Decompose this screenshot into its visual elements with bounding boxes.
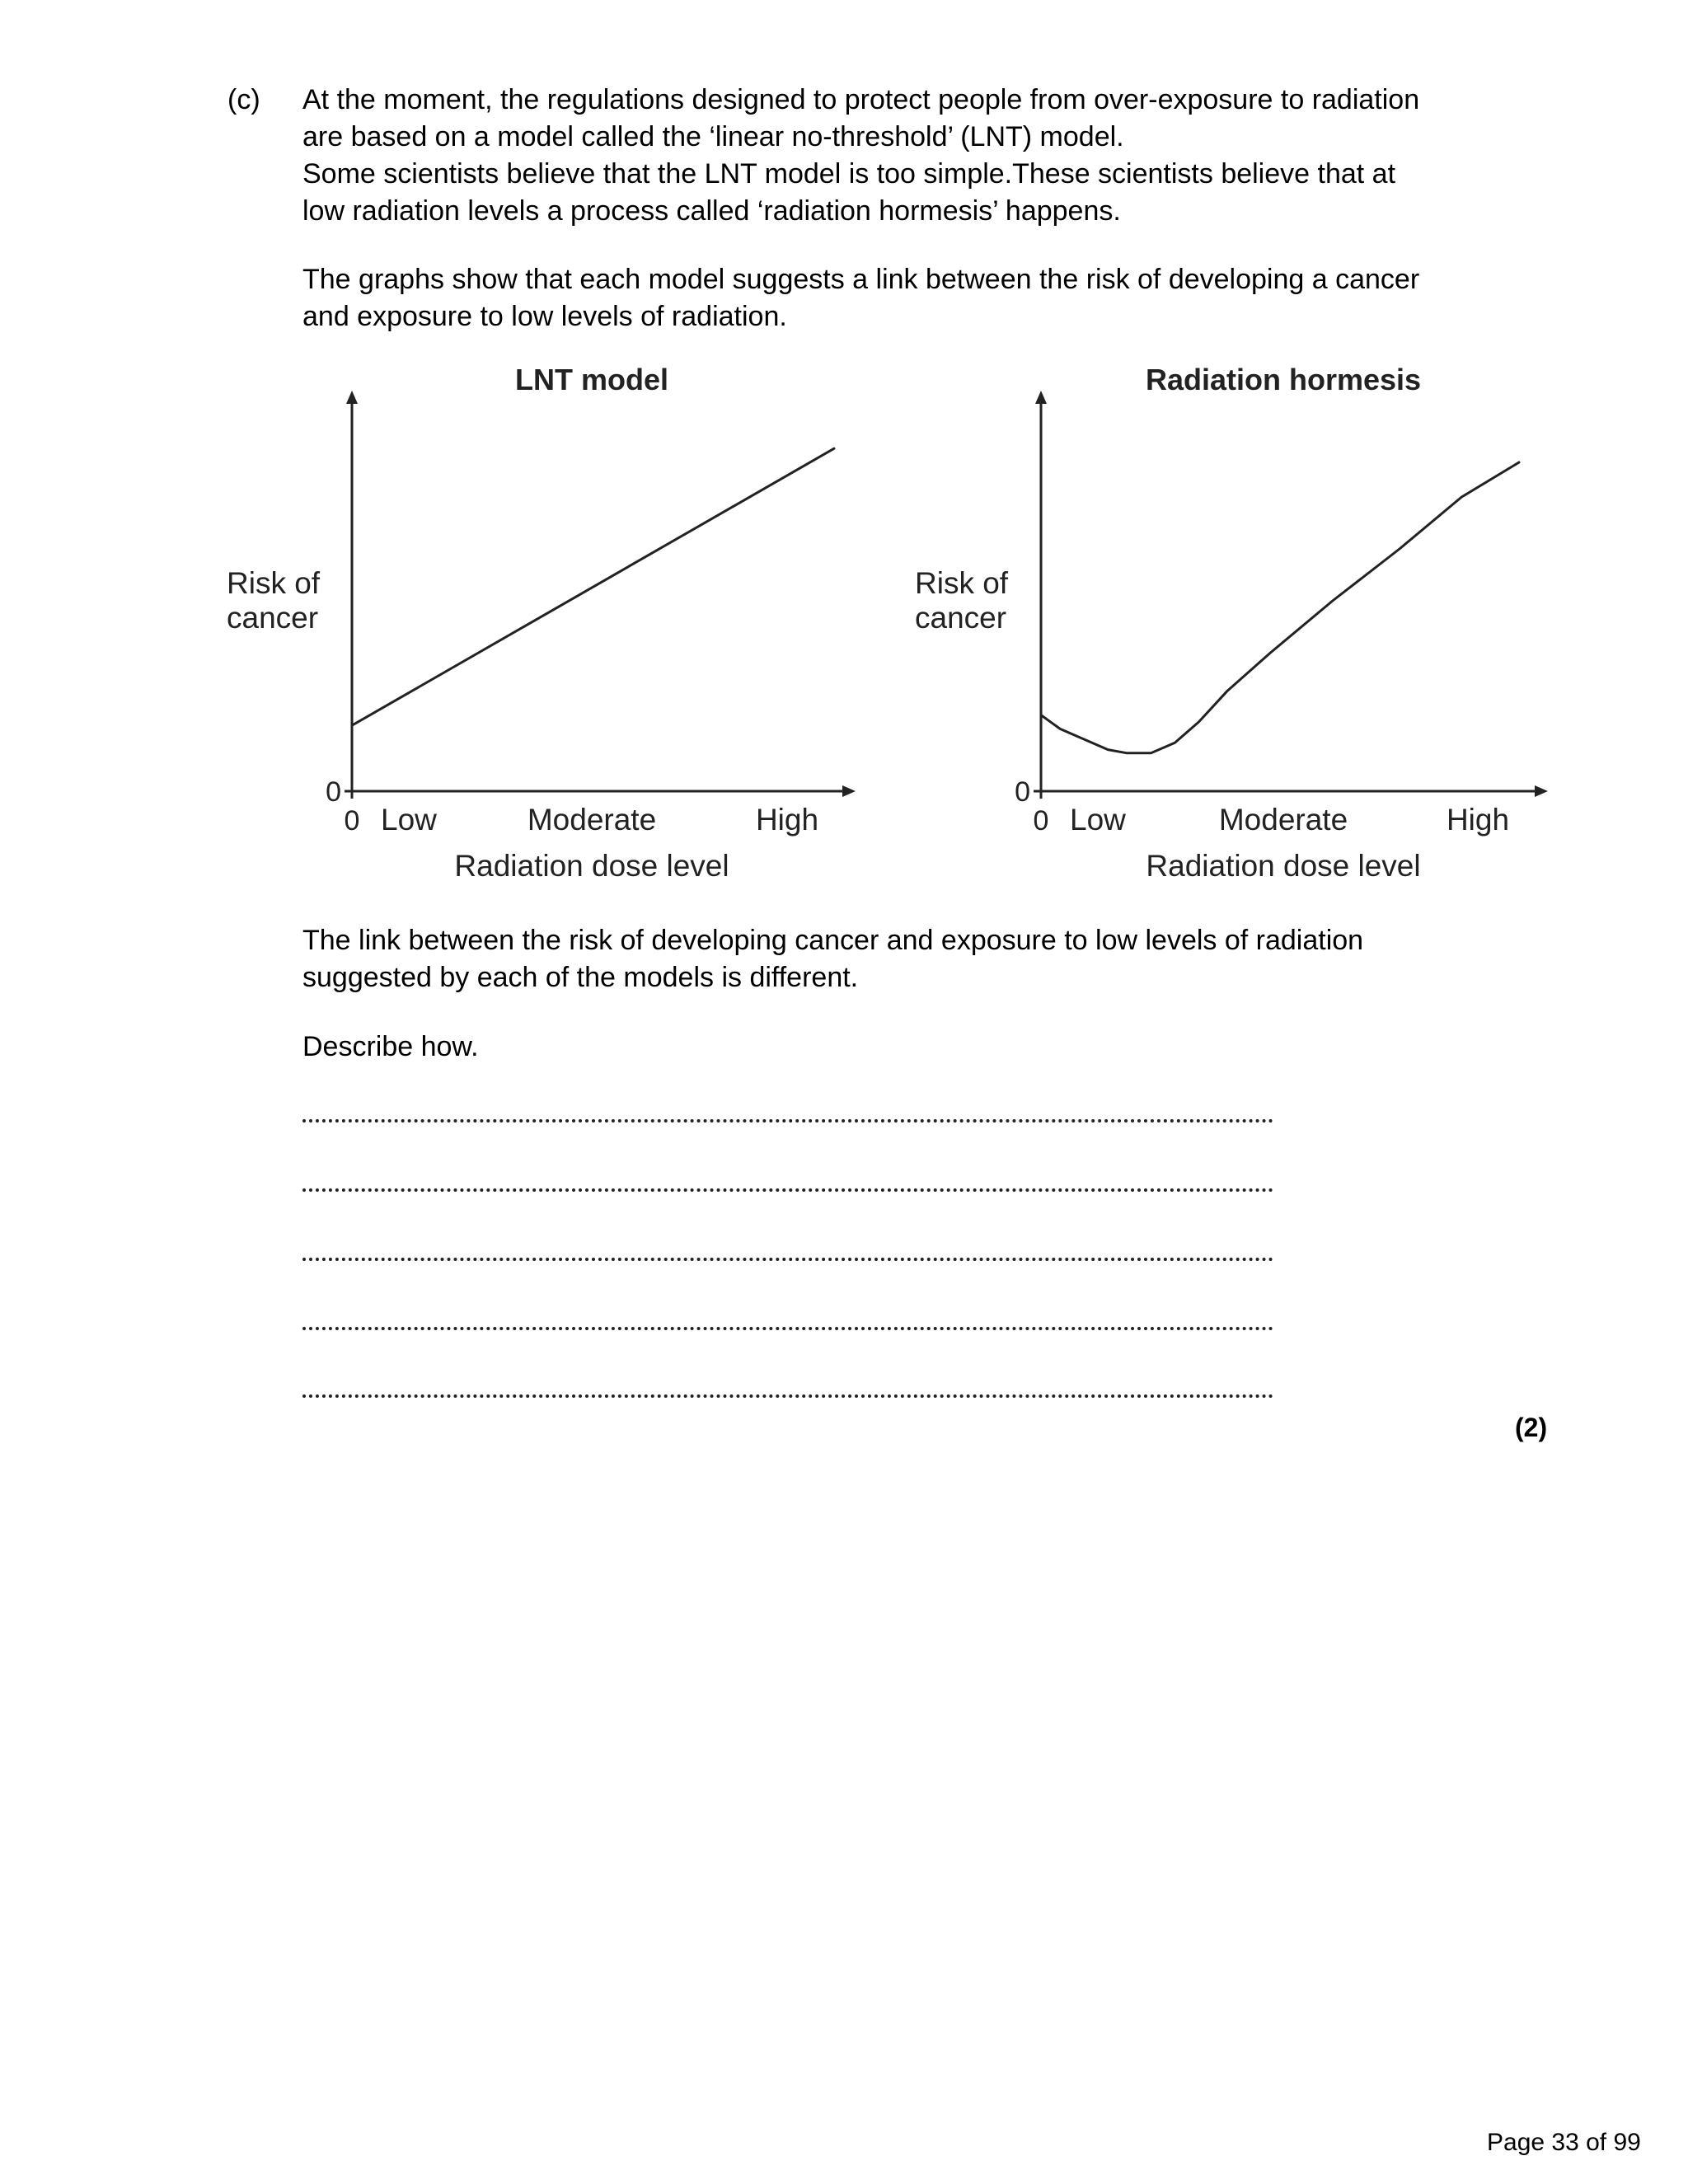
- answer-line[interactable]: [302, 1258, 1273, 1261]
- graphs-intro-line: The graphs show that each model suggests a link between the risk of developing a cancer: [302, 264, 1420, 295]
- y-tick-label: 0: [326, 776, 341, 808]
- y-axis-label: cancer: [227, 601, 319, 635]
- intro-line: low radiation levels a process called ‘radiation hormesis’ happens.: [302, 195, 1121, 227]
- part-label: (c): [227, 84, 260, 115]
- y-axis-label: cancer: [915, 601, 1007, 635]
- x-tick-label: 0: [1033, 805, 1049, 837]
- answer-line[interactable]: [302, 1188, 1273, 1192]
- y-tick-label: 0: [1015, 776, 1030, 808]
- answer-line[interactable]: [302, 1394, 1273, 1398]
- x-axis-label: Radiation dose level: [454, 849, 729, 883]
- x-tick-label: 0: [344, 805, 360, 837]
- x-tick-label: Moderate: [1218, 803, 1348, 837]
- prompt-line: The link between the risk of developing cancer and exposure to low levels of radiation: [302, 925, 1364, 956]
- x-tick-label: High: [755, 803, 819, 837]
- intro-line: are based on a model called the ‘linear no-threshold’ (LNT) model.: [302, 121, 1124, 152]
- x-tick-label: Moderate: [527, 803, 657, 837]
- intro-line: At the moment, the regulations designed to protect people from over-exposure to radiation: [302, 84, 1420, 115]
- chart-title: Radiation hormesis: [1145, 363, 1422, 396]
- prompt-line: suggested by each of the models is different.: [302, 962, 859, 993]
- x-axis-arrow: [1535, 785, 1548, 797]
- marks-allocation: (2): [1515, 1413, 1548, 1442]
- y-axis-label: Risk of: [227, 566, 321, 600]
- radiation-hormesis-chart: [0, 0, 1688, 907]
- answer-line[interactable]: [302, 1119, 1273, 1122]
- x-tick-label: High: [1446, 803, 1510, 837]
- x-tick-label: Low: [1070, 803, 1126, 837]
- x-tick-label: Low: [381, 803, 437, 837]
- y-axis-label: Risk of: [915, 566, 1009, 600]
- intro-line: Some scientists believe that the LNT model is too simple.These scientists believe that at: [302, 158, 1396, 190]
- x-axis-label: Radiation dose level: [1146, 849, 1421, 883]
- instruction-text: Describe how.: [302, 1031, 479, 1062]
- answer-line[interactable]: [302, 1327, 1273, 1330]
- chart-title: LNT model: [515, 363, 668, 396]
- graphs-intro-line: and exposure to low levels of radiation.: [302, 301, 787, 332]
- y-axis-arrow: [1035, 391, 1047, 404]
- page-number: Page 33 of 99: [1487, 2129, 1641, 2156]
- series-line: [1041, 462, 1519, 753]
